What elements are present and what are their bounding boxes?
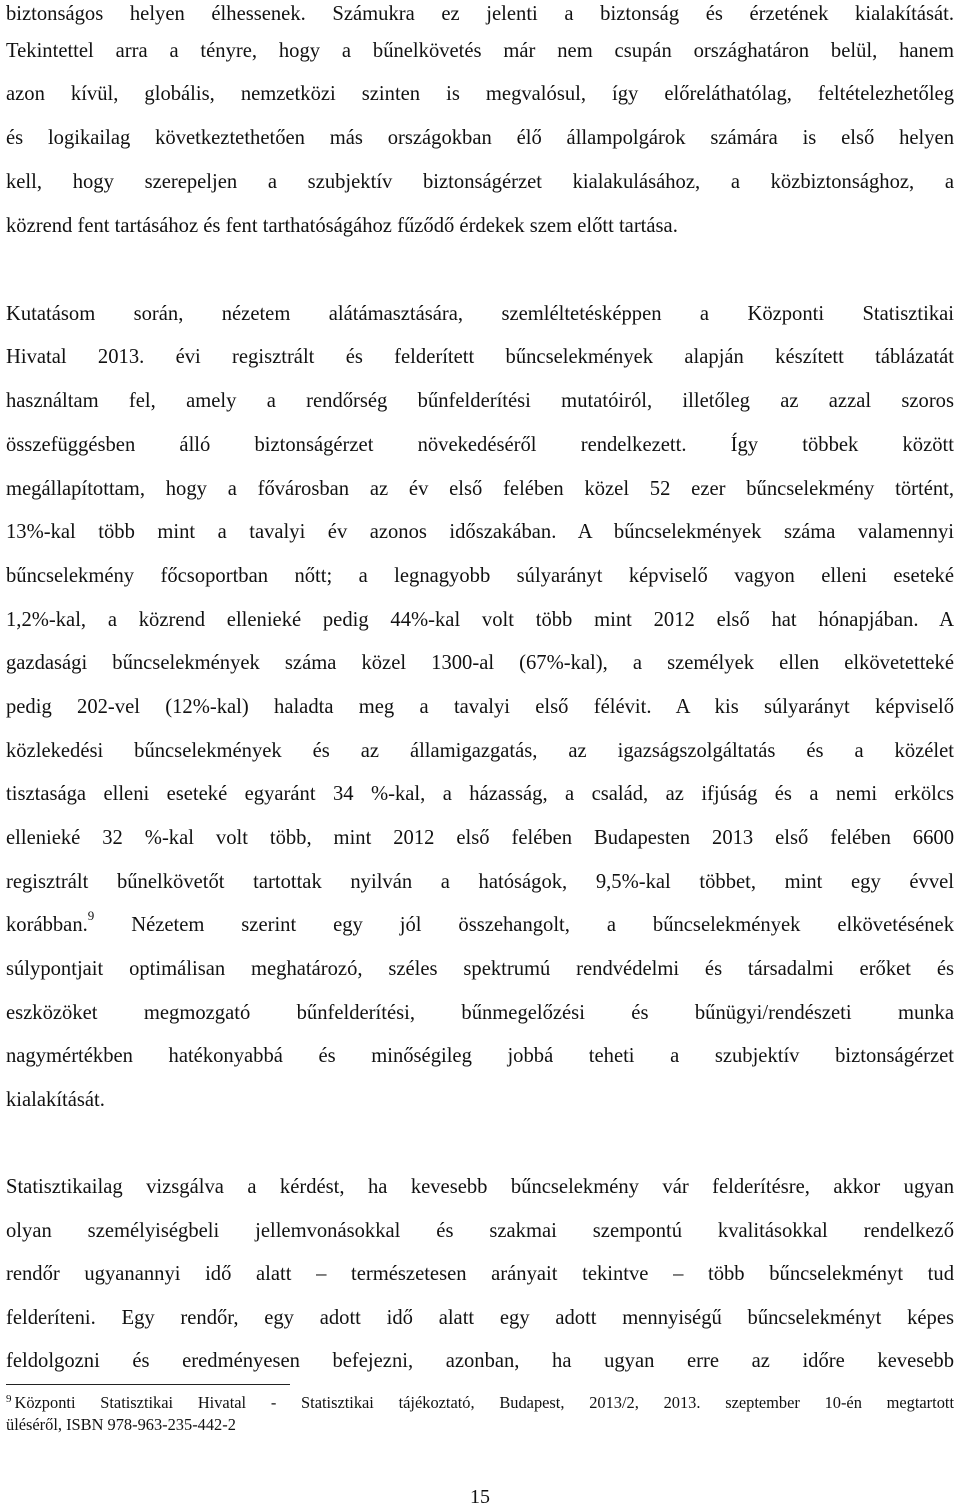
body-text-line: megállapítottam, hogy a fővárosban az év első felében közel 52 ezer bűncselekmény történt, bbox=[6, 478, 954, 500]
body-text-line: közrend fent tartásához és fent tarthatóságához fűződő érdekek szem előtt tartása. bbox=[6, 215, 678, 237]
body-text-line: feldolgozni és eredményesen befejezni, azonban, ha ugyan erre az időre kevesebb bbox=[6, 1350, 954, 1372]
body-text-line: és logikailag következtethetően más országokban élő állampolgárok számára is első helyen bbox=[6, 127, 954, 149]
body-text-line: biztonságos helyen élhessenek. Számukra ez jelenti a biztonság és érzetének kialakítását. bbox=[6, 3, 954, 25]
body-text-line: pedig 202-vel (12%-kal) haladta meg a tavalyi első félévit. A kis súlyarányt képviselő bbox=[6, 696, 954, 718]
body-text-line: Kutatásom során, nézetem alátámasztására, szemléltetésképpen a Központi Statisztikai bbox=[6, 303, 954, 325]
body-text-line: Statisztikailag vizsgálva a kérdést, ha kevesebb bűncselekmény vár felderítésre, akkor ugyan bbox=[6, 1176, 954, 1198]
body-text-line: bűncselekmény főcsoportban nőtt; a legnagyobb súlyarányt képviselő vagyon elleni eseteké bbox=[6, 565, 954, 587]
body-text-fragment: korábban. bbox=[6, 914, 88, 936]
body-text-line: súlypontjait optimálisan meghatározó, széles spektrumú rendvédelmi és társadalmi erőket és bbox=[6, 958, 954, 980]
body-text-line: olyan személyiségbeli jellemvonásokkal és szakmai szempontú kvalitásokkal rendelkező bbox=[6, 1220, 954, 1242]
body-text-line: 13%-kal több mint a tavalyi év azonos időszakában. A bűncselekmények száma valamennyi bbox=[6, 521, 954, 543]
body-text-line: közlekedési bűncselekmények és az államigazgatás, az igazságszolgáltatás és a közélet bbox=[6, 740, 954, 762]
footnote-reference[interactable]: 9 bbox=[87, 908, 95, 924]
body-text-line: eszközöket megmozgató bűnfelderítési, bűnmegelőzési és bűnügyi/rendészeti munka bbox=[6, 1002, 954, 1024]
page-number: 15 bbox=[470, 1486, 490, 1508]
footnote-mark: 9 bbox=[6, 1393, 12, 1405]
footnote-divider bbox=[6, 1384, 290, 1385]
body-text-line: rendőr ugyanannyi idő alatt – természetesen arányait tekintve – több bűncselekményt tud bbox=[6, 1263, 954, 1285]
body-text-line: ellenieké 32 %-kal volt több, mint 2012 első felében Budapesten 2013 első felében 6600 bbox=[6, 827, 954, 849]
body-text-line: nagymértékben hatékonyabbá és minőségileg jobbá teheti a szubjektív biztonságérzet bbox=[6, 1045, 954, 1067]
footnote-line: üléséről, ISBN 978-963-235-442-2 bbox=[6, 1415, 236, 1434]
body-text-line: Hivatal 2013. évi regisztrált és felderített bűncselekmények alapján készített táblázatát bbox=[6, 346, 954, 368]
body-text-line bbox=[6, 908, 954, 939]
body-text-line: összefüggésben álló biztonságérzet növekedéséről rendelkezett. Így többek között bbox=[6, 434, 954, 456]
body-text-line: regisztrált bűnelkövetőt tartottak nyilván a hatóságok, 9,5%-kal többet, mint egy évvel bbox=[6, 871, 954, 893]
footnote-text: Központi Statisztikai Hivatal - Statisztikai tájékoztató, Budapest, 2013/2, 2013. szeptember 10-én megtartott bbox=[14, 1393, 954, 1412]
body-text-line: kialakítását. bbox=[6, 1089, 105, 1111]
body-text-line: felderíteni. Egy rendőr, egy adott idő alatt egy adott mennyiségű bűncselekményt képes bbox=[6, 1307, 954, 1329]
body-text-line: 1,2%-kal, a közrend ellenieké pedig 44%-kal volt több mint 2012 első hat hónapjában. A bbox=[6, 609, 954, 631]
body-text-line: használtam fel, amely a rendőrség bűnfelderítési mutatóiról, illetőleg az azzal szoros bbox=[6, 390, 954, 412]
body-text-line: tisztasága elleni eseteké egyaránt 34 %-kal, a házasság, a család, az ifjúság és a nemi erkölcs bbox=[6, 783, 954, 805]
body-text-fragment: Nézetem szerint egy jól összehangolt, a bűncselekmények elkövetésének bbox=[94, 914, 954, 936]
body-text-line: gazdasági bűncselekmények száma közel 1300-al (67%-kal), a személyek ellen elkövetetteké bbox=[6, 652, 954, 674]
body-text-line: azon kívül, globális, nemzetközi szinten is megvalósul, így előreláthatólag, feltételezhetőleg bbox=[6, 83, 954, 105]
body-text-line: Tekintettel arra a tényre, hogy a bűnelkövetés már nem csupán országhatáron belül, hanem bbox=[6, 40, 954, 62]
body-text-line: kell, hogy szerepeljen a szubjektív biztonságérzet kialakulásához, a közbiztonsághoz, a bbox=[6, 171, 954, 193]
footnote-line bbox=[6, 1392, 954, 1416]
